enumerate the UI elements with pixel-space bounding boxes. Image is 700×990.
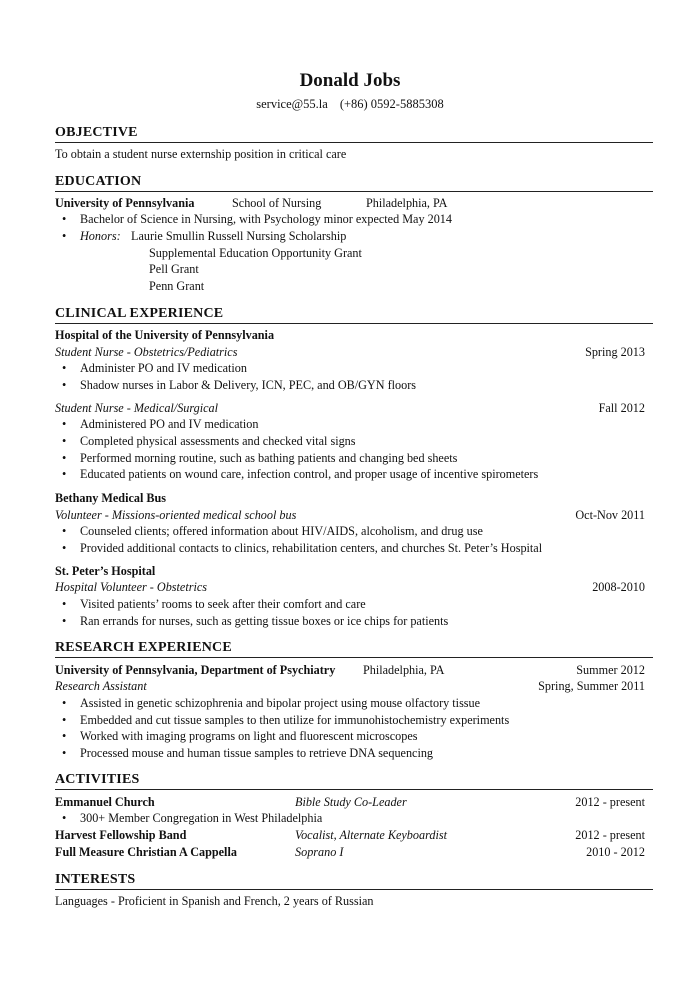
bullet-icon: • [62, 614, 67, 628]
bullet-text: Processed mouse and human tissue samples to retrieve DNA sequencing [80, 746, 434, 760]
date-text: 2012 - present [575, 795, 645, 809]
section-divider [55, 323, 653, 324]
bullet-icon: • [62, 696, 67, 710]
date-text: Fall 2012 [598, 401, 645, 415]
bullet-icon: • [62, 729, 67, 743]
honors-label: Honors: [80, 229, 121, 243]
role-title: Student Nurse - Medical/Surgical [55, 401, 219, 415]
bullet-icon: • [62, 212, 67, 226]
honor-item: Pell Grant [149, 262, 199, 276]
bullet-text: Performed morning routine, such as bathing patients and changing bed sheets [80, 451, 458, 465]
section-divider [55, 191, 653, 192]
bullet-text: Visited patients’ rooms to seek after their comfort and care [80, 597, 366, 611]
research-heading: RESEARCH EXPERIENCE [55, 640, 232, 655]
objective-heading: OBJECTIVE [55, 125, 138, 140]
degree-text: Bachelor of Science in Nursing, with Psychology minor expected May 2014 [80, 212, 452, 226]
department-name: School of Nursing [232, 196, 322, 210]
bullet-icon: • [62, 434, 67, 448]
bullet-icon: • [62, 524, 67, 538]
date-text: Summer 2012 [576, 663, 645, 677]
interests-heading: INTERESTS [55, 872, 136, 887]
date-text: 2008-2010 [592, 580, 645, 594]
section-divider [55, 142, 653, 143]
education-heading: EDUCATION [55, 174, 142, 189]
org-name: St. Peter’s Hospital [55, 564, 156, 578]
bullet-icon: • [62, 378, 67, 392]
resume-name: Donald Jobs [299, 70, 401, 91]
org-location: Philadelphia, PA [363, 663, 445, 677]
org-name: Emmanuel Church [55, 795, 155, 809]
school-name: University of Pennsylvania [55, 196, 195, 210]
section-divider [55, 657, 653, 658]
bullet-text: Ran errands for nurses, such as getting tissue boxes or ice chips for patients [80, 614, 449, 628]
activity-row [55, 845, 645, 860]
bullet-text: Shadow nurses in Labor & Delivery, ICN, PEC, and OB/GYN floors [80, 378, 417, 392]
bullet-text: Counseled clients; offered information about HIV/AIDS, alcoholism, and drug use [80, 524, 483, 538]
phone-text: (+86) 0592-5885308 [339, 97, 444, 111]
bullet-icon: • [62, 713, 67, 727]
role-title: Research Assistant [55, 679, 147, 693]
bullet-icon: • [62, 811, 67, 825]
bullet-icon: • [62, 746, 67, 760]
date-text: Oct-Nov 2011 [575, 508, 645, 522]
org-name: Full Measure Christian A Cappella [55, 845, 237, 859]
bullet-text: Embedded and cut tissue samples to then utilize for immunohistochemistry experiments [80, 713, 510, 727]
role-row [55, 679, 645, 694]
interests-text: Languages - Proficient in Spanish and French, 2 years of Russian [55, 894, 374, 908]
org-name: Bethany Medical Bus [55, 491, 167, 505]
role-title: Vocalist, Alternate Keyboardist [295, 828, 447, 842]
honor-item: Supplemental Education Opportunity Grant [149, 246, 362, 260]
objective-text: To obtain a student nurse externship position in critical care [55, 147, 347, 161]
activity-row [55, 795, 645, 810]
section-divider [55, 889, 653, 890]
role-title: Student Nurse - Obstetrics/Pediatrics [55, 345, 238, 359]
bullet-text: Administer PO and IV medication [80, 361, 247, 375]
bullet-icon: • [62, 467, 67, 481]
school-location: Philadelphia, PA [366, 196, 448, 210]
bullet-text: Educated patients on wound care, infection control, and proper usage of incentive spirometers [80, 467, 539, 481]
bullet-text: Administered PO and IV medication [80, 417, 259, 431]
activity-row [55, 828, 645, 843]
contact-line [0, 97, 700, 112]
role-row [55, 345, 645, 360]
org-name: Hospital of the University of Pennsylvania [55, 328, 275, 342]
section-divider [55, 789, 653, 790]
bullet-icon: • [62, 361, 67, 375]
honor-item: Penn Grant [149, 279, 205, 293]
date-text: 2012 - present [575, 828, 645, 842]
bullet-text: Assisted in genetic schizophrenia and bipolar project using mouse olfactory tissue [80, 696, 481, 710]
bullet-icon: • [62, 541, 67, 555]
bullet-text: Completed physical assessments and checked vital signs [80, 434, 356, 448]
bullet-text: Provided additional contacts to clinics, rehabilitation centers, and churches St. Peter’s Hospital [80, 541, 543, 555]
role-title: Soprano I [295, 845, 344, 859]
honor-item: Laurie Smullin Russell Nursing Scholarship [131, 229, 347, 243]
email-text: service@55.la [256, 97, 328, 111]
date-text: Spring, Summer 2011 [538, 679, 645, 693]
role-title: Hospital Volunteer - Obstetrics [55, 580, 207, 594]
role-row [55, 401, 645, 416]
org-name: Harvest Fellowship Band [55, 828, 187, 842]
role-title: Bible Study Co-Leader [295, 795, 407, 809]
bullet-icon: • [62, 229, 67, 243]
role-title: Volunteer - Missions-oriented medical school bus [55, 508, 297, 522]
activities-heading: ACTIVITIES [55, 772, 140, 787]
bullet-icon: • [62, 597, 67, 611]
org-name: University of Pennsylvania, Department of Psychiatry [55, 663, 336, 677]
role-row [55, 508, 645, 523]
research-org-row [55, 663, 645, 678]
clinical-heading: CLINICAL EXPERIENCE [55, 306, 224, 321]
education-header-row [55, 196, 645, 211]
bullet-text: Worked with imaging programs on light and fluorescent microscopes [80, 729, 418, 743]
date-text: Spring 2013 [585, 345, 645, 359]
date-text: 2010 - 2012 [586, 845, 645, 859]
role-row [55, 580, 645, 595]
bullet-text: 300+ Member Congregation in West Philadelphia [80, 811, 323, 825]
bullet-icon: • [62, 451, 67, 465]
bullet-icon: • [62, 417, 67, 431]
